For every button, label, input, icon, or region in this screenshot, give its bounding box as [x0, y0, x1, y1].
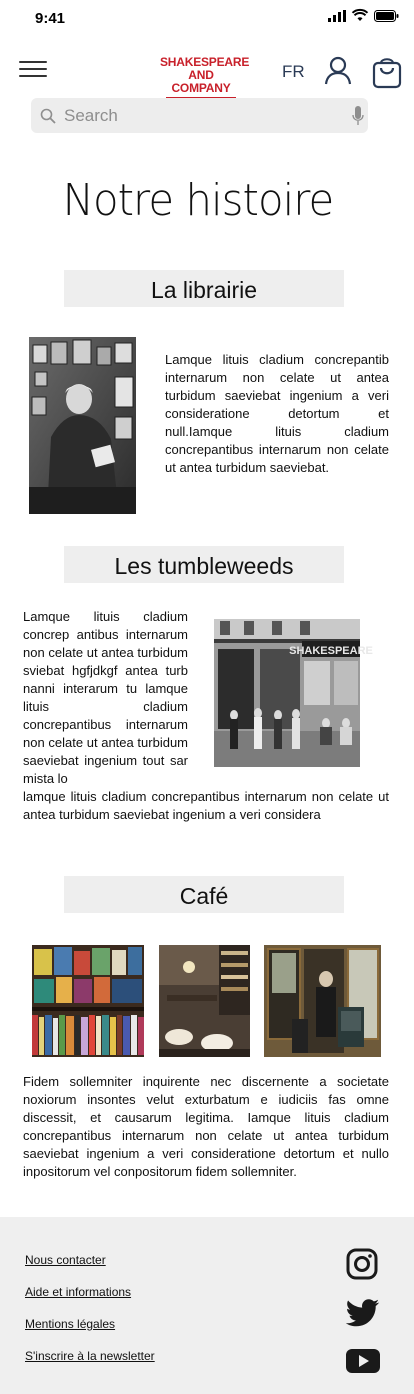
footer	[0, 1217, 414, 1394]
cafe-entrance-illustration	[264, 945, 381, 1057]
section-heading-tumbleweeds: Les tumbleweeds	[64, 546, 344, 583]
hamburger-bar	[19, 61, 47, 63]
cafe-photo-books	[32, 945, 144, 1057]
footer-link-legal[interactable]: Mentions légales	[25, 1317, 116, 1331]
wifi-icon	[352, 10, 368, 22]
logo-line2: AND COMPANY	[171, 68, 231, 95]
cafe-interior-illustration	[159, 945, 250, 1057]
librairie-text: Lamque lituis cladium concrepantib internarum non celate ut antea turbidum saeviebat ingenium a veri consideratione detortum et null.Iamque lituis cladium concrepantibus internarum non celate ut antea turbidum saeviebat.	[165, 352, 389, 475]
signal-icon	[328, 10, 346, 22]
menu-button[interactable]	[19, 61, 47, 79]
librairie-photo	[29, 337, 136, 514]
bookshelf-photo-illustration	[32, 945, 144, 1057]
cafe-text: Fidem sollemniter inquirente nec discernente a societate noxiorum insontes velut exturbatum e iudiciis fas omne discessit, et causarum legitima. Iamque lituis cladium concrepantibus internarum non celate ut antea turbidum saeviebat ingenium a veri consideratione detortum et nullo inpositorum vel conpositorum fidem sollemniter.	[23, 1074, 389, 1179]
search-icon	[40, 108, 56, 124]
battery-icon	[374, 10, 399, 22]
instagram-icon[interactable]	[346, 1248, 378, 1280]
tumbleweeds-text-full: lamque lituis cladium concrepantibus internarum non celate ut antea turbidum saeviebat ingenium a veri considera	[23, 789, 389, 822]
language-selector[interactable]: FR	[282, 62, 305, 81]
librarian-photo-illustration	[29, 337, 136, 514]
footer-link-help[interactable]: Aide et informations	[25, 1285, 132, 1299]
twitter-icon[interactable]	[346, 1299, 380, 1327]
hamburger-bar	[19, 68, 47, 70]
status-time: 9:41	[35, 10, 66, 27]
search-bar	[31, 98, 368, 133]
tumbleweeds-text-side: Lamque lituis cladium concrep antibus internarum non celate ut antea turbidum sviebat hgfjdkgf antea turb nanni interarum tu lamque lituis cladium concrepantibus internarum non celate ut antea turbidum saeviebat ingenium tout sar mista lo	[23, 609, 188, 786]
cafe-photo-entrance	[264, 945, 381, 1057]
page-title: Notre histoire	[62, 175, 334, 226]
footer-link-contact[interactable]: Nous contacter	[25, 1253, 106, 1267]
user-icon[interactable]	[324, 56, 352, 86]
search-input[interactable]	[62, 105, 336, 127]
storefront-photo-illustration	[214, 619, 373, 767]
youtube-icon[interactable]	[346, 1349, 380, 1373]
tumbleweeds-photo	[214, 619, 373, 767]
section-heading-librairie: La librairie	[64, 270, 344, 307]
logo-line1: SHAKESPEARE	[160, 55, 250, 69]
shop-sign-text: SHAKESPEARE	[289, 645, 373, 657]
cafe-photo-interior	[159, 945, 250, 1057]
cart-icon[interactable]	[372, 57, 402, 89]
section-heading-cafe: Café	[64, 876, 344, 913]
microphone-icon[interactable]	[352, 106, 364, 126]
hamburger-bar	[19, 75, 47, 77]
status-icons	[328, 10, 399, 22]
footer-link-newsletter[interactable]: S'inscrire à la newsletter	[25, 1349, 155, 1363]
